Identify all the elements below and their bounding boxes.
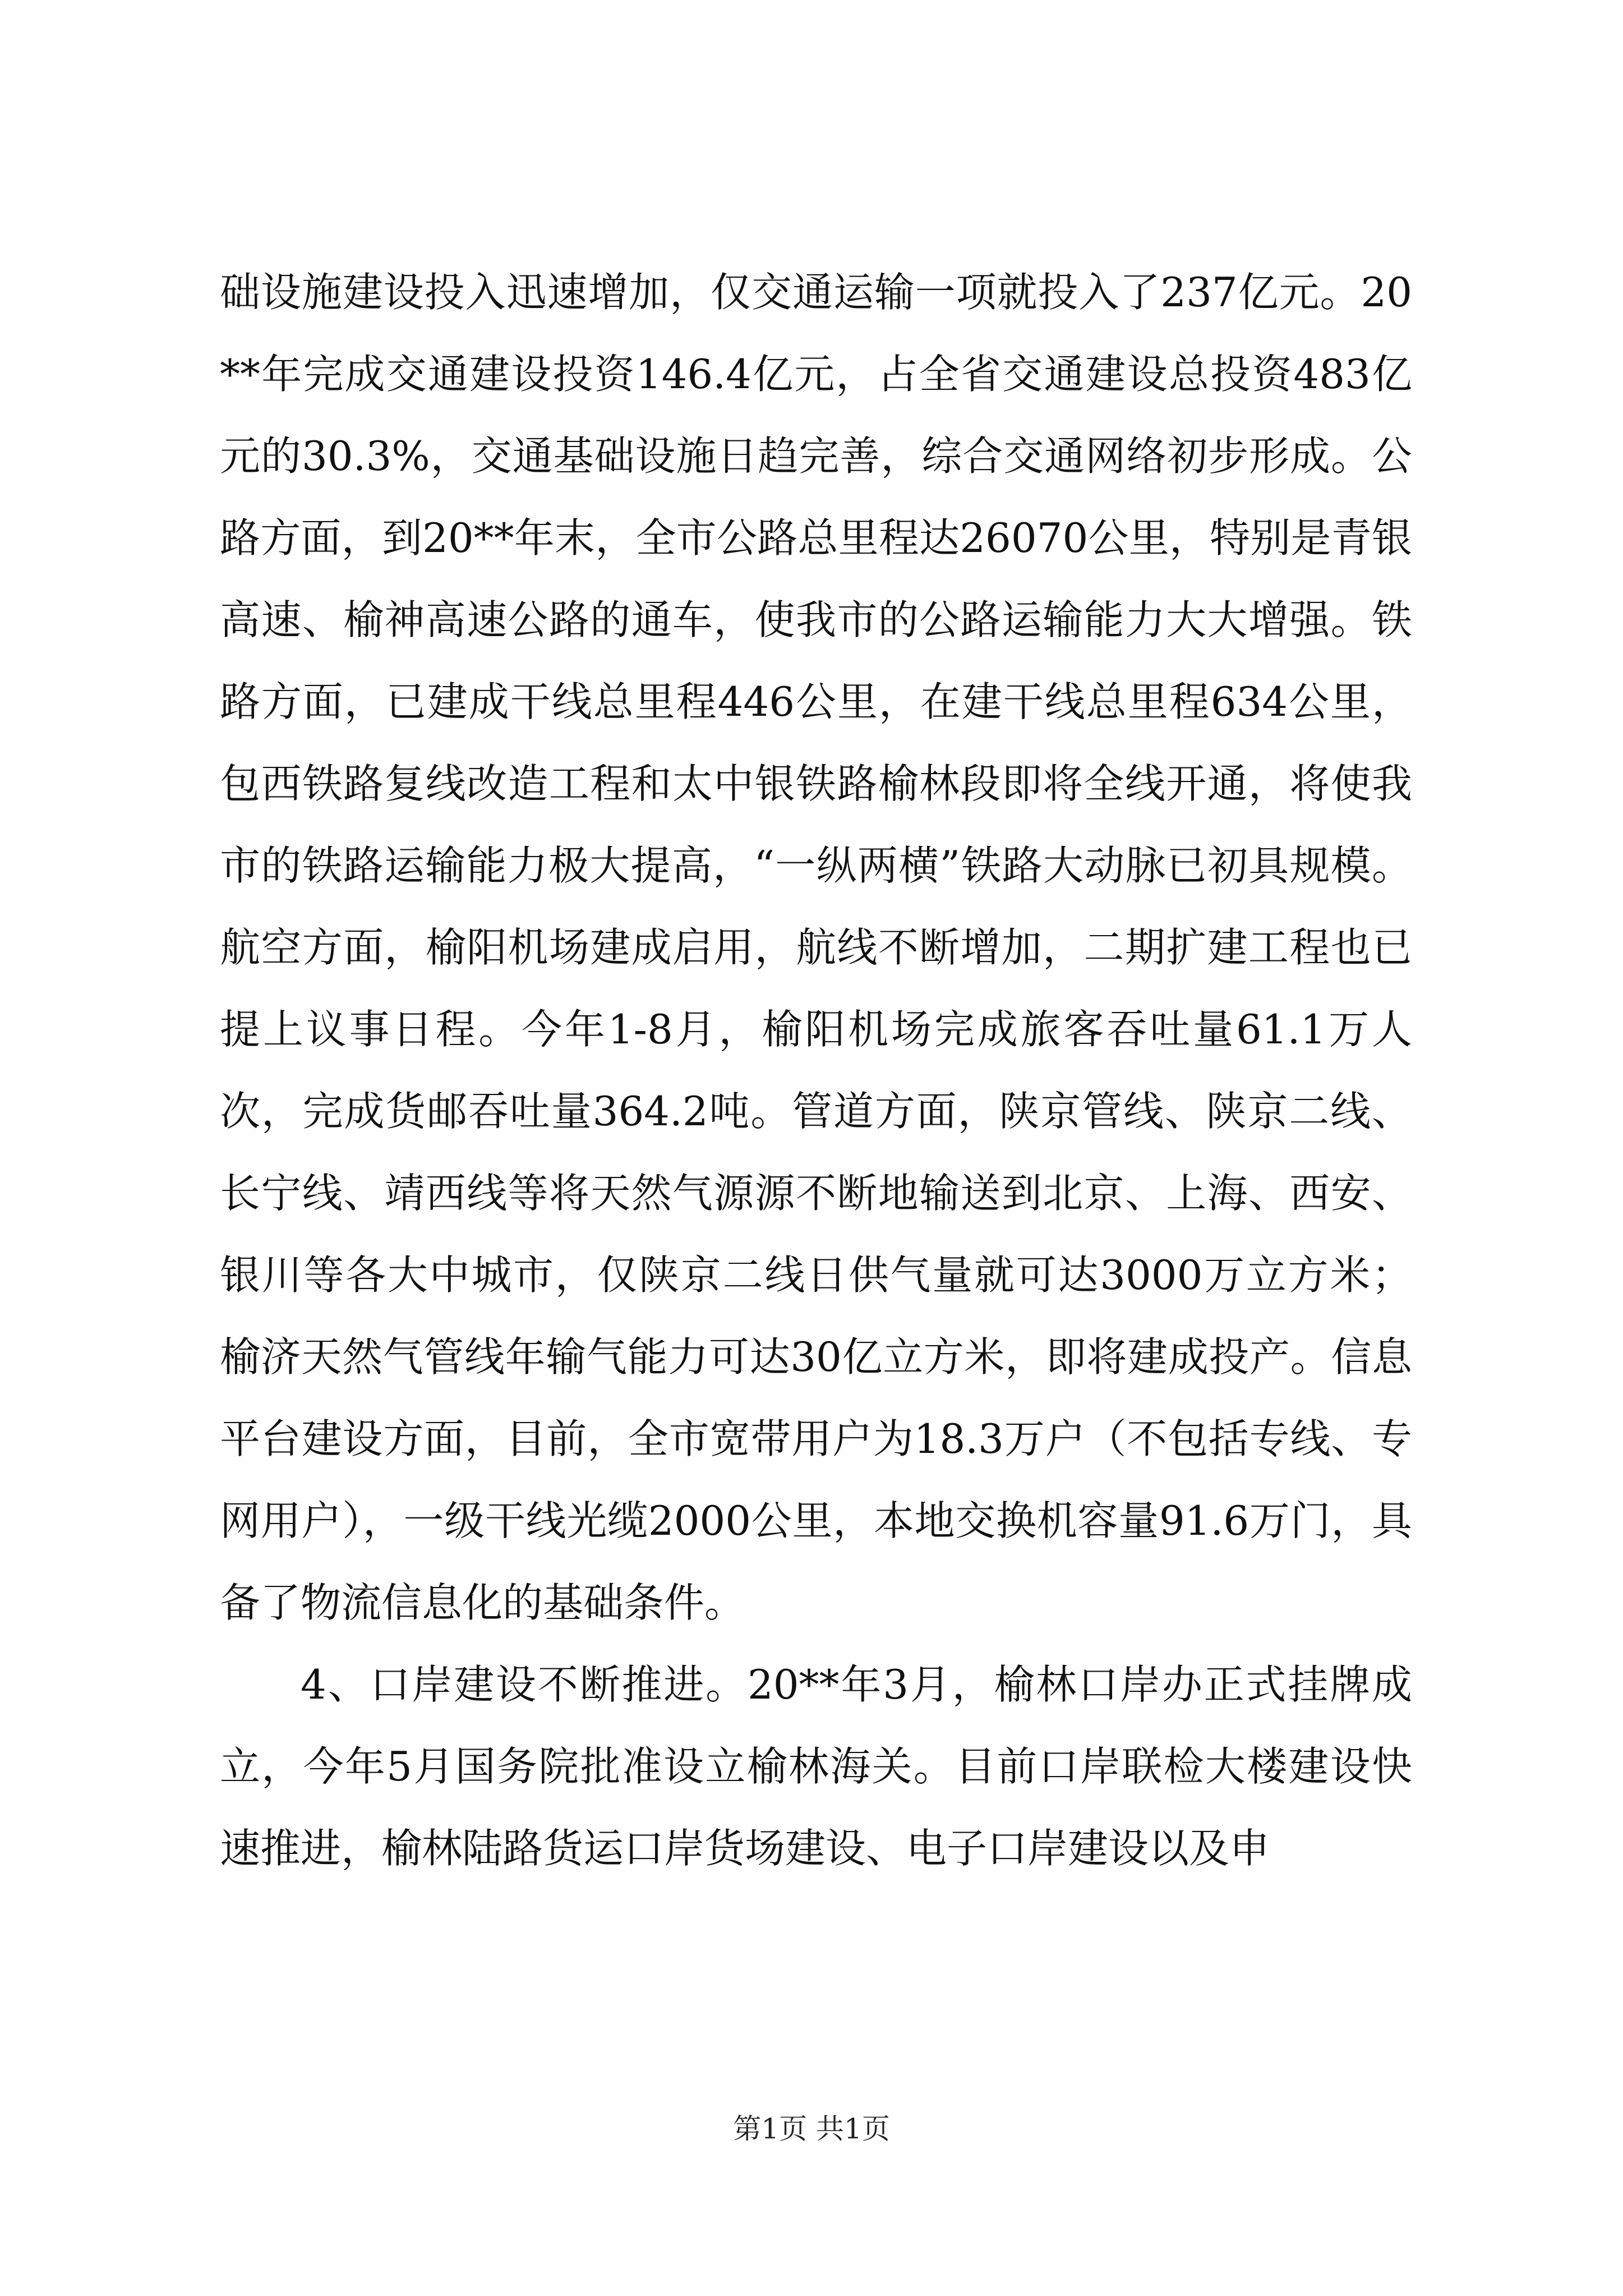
paragraph-infrastructure: 础设施建设投入迅速增加，仅交通运输一项就投入了237亿元。20**年完成交通建设投资146.4亿元，占全省交通建设总投资483亿元的30.3%，交通基础设施日趋完善，综合交通网络初步形成。公路方面，到20**年末，全市公路总里程达26070公里，特别是青银高速、榆神高速公路的通车，使我市的公路运输能力大大增强。铁路方面，已建成干线总里程446公里，在建干线总里程634公里，包西铁路复线改造工程和太中银铁路榆林段即将全线开通，将使我市的铁路运输能力极大提高，“一纵两横”铁路大动脉已初具规模。航空方面，榆阳机场建成启用，航线不断增加，二期扩建工程也已提上议事日程。今年1-8月，榆阳机场完成旅客吞吐量61.1万人次，完成货邮吞吐量364.2吨。管道方面，陕京管线、陕京二线、长宁线、靖西线等将天然气源源不断地输送到北京、上海、西安、银川等各大中城市，仅陕京二线日供气量就可达3000万立方米；榆济天然气管线年输气能力可达30亿立方米，即将建成投产。信息平台建设方面，目前，全市宽带用户为18.3万户（不包括专线、专网用户），一级干线光缆2000公里，本地交换机容量91.6万门，具备了物流信息化的基础条件。: [220, 269, 1412, 1626]
document-body: [220, 251, 1412, 1889]
page-footer: 第1页 共1页: [733, 2113, 890, 2145]
paragraph-port-construction: 4、口岸建设不断推进。20**年3月，榆林口岸办正式挂牌成立，今年5月国务院批准设立榆林海关。目前口岸联检大楼建设快速推进，榆林陆路货运口岸货场建设、电子口岸建设以及申: [220, 1661, 1412, 1872]
